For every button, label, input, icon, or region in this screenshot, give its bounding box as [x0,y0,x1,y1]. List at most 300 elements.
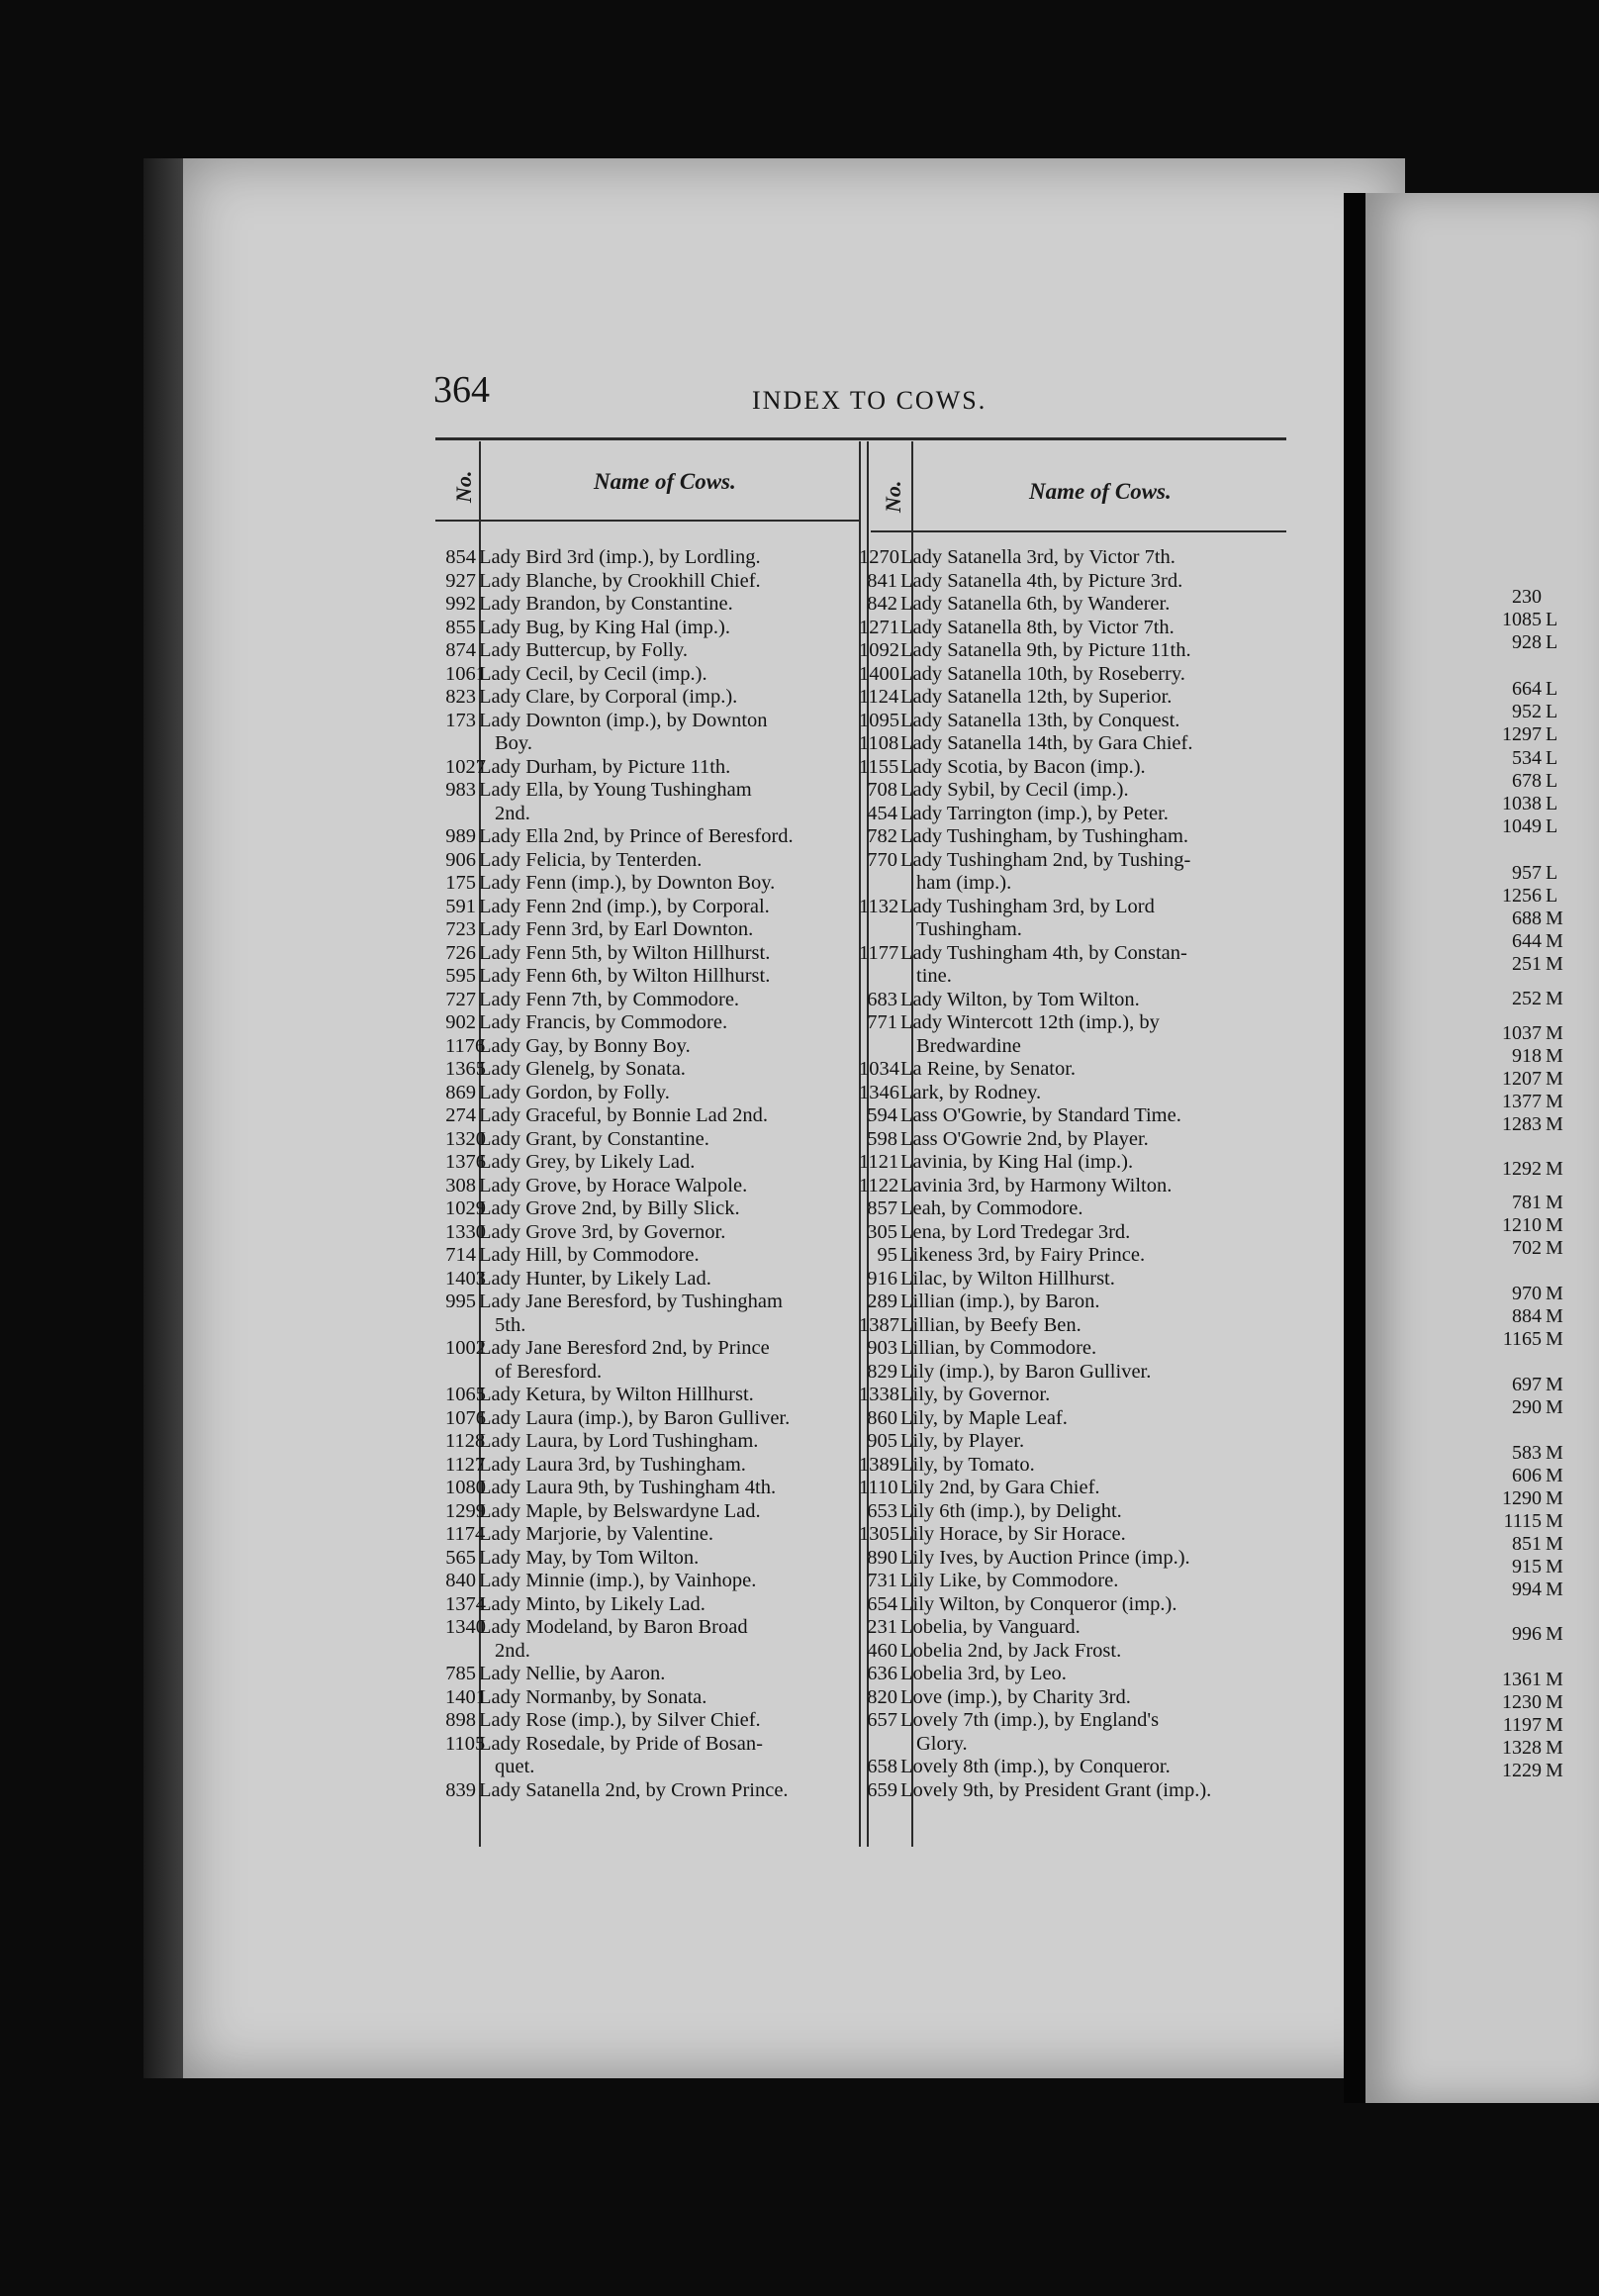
entry-name-fragment: M [1546,1022,1563,1044]
entry-name [479,989,870,1012]
index-entry [445,825,870,849]
entry-name-line: Love (imp.), by Charity 3rd. [900,1685,1131,1708]
index-entry [859,1337,1296,1361]
entry-name-fragment: M [1546,1691,1563,1713]
entry-number: 1115 [1503,1510,1542,1532]
index-entry [445,918,870,942]
entry-name [900,1640,1296,1664]
entry-name-line: Lady Satanella 12th, by Superior. [900,686,1173,708]
entry-name-fragment: M [1546,1374,1563,1395]
entry-number: 992 [445,593,476,615]
index-entry [445,1500,870,1524]
entry-continuation: Boy. [495,732,532,754]
entry-number: 534 [1512,747,1542,769]
entry-name [479,1733,870,1779]
entry-number: 771 [867,1011,897,1033]
entry-name [479,1570,870,1593]
entry-name [900,1175,1296,1198]
right-column [859,546,1296,1802]
entry-name-fragment: M [1546,1442,1563,1464]
entry-name [479,1104,870,1128]
entry-number: 175 [445,872,476,894]
entry-name-line: Lily, by Player. [900,1430,1025,1452]
entry-name-fragment: M [1546,1760,1563,1781]
entry-name-line: Lady Hill, by Commodore. [479,1244,700,1266]
next-page-entry-fragment [1472,885,1557,908]
index-entry [445,1221,870,1245]
index-entry [859,1104,1296,1128]
entry-number: 1127 [445,1453,486,1476]
entry-number: 1132 [859,895,899,917]
entry-name [900,1407,1296,1431]
entry-name-line: Lady Sybil, by Cecil (imp.). [900,779,1129,801]
entry-name-line: Lovely 9th, by President Grant (imp.). [900,1778,1212,1801]
entry-name-line: Lovely 8th (imp.), by Conqueror. [900,1756,1171,1777]
entry-name [479,756,870,780]
next-page-entry-fragment [1472,1045,1563,1068]
entry-name [900,639,1296,663]
entry-name-fragment: L [1546,701,1558,722]
entry-number: 851 [1512,1533,1542,1555]
next-page-entry-fragment [1472,862,1557,885]
entry-name [479,1709,870,1733]
entry-number: 697 [1512,1374,1542,1395]
entry-name-fragment: M [1546,1465,1563,1486]
entry-name-line: La Reine, by Senator. [900,1058,1077,1080]
entry-name-line: Lady Fenn 5th, by Wilton Hillhurst. [479,941,771,964]
index-entry [445,1547,870,1571]
entry-name-line: Lady Rosedale, by Pride of Bosan- [479,1732,763,1755]
entry-name [479,686,870,710]
entry-number: 1403 [445,1267,486,1290]
entry-number: 1374 [445,1592,486,1615]
entry-number: 1387 [859,1313,899,1336]
entry-name-fragment: M [1546,930,1563,952]
index-entry [859,1058,1296,1082]
entry-number: 1076 [445,1406,486,1429]
entry-number: 1108 [859,732,899,754]
index-entry [859,1221,1296,1245]
next-page-entry-fragment [1472,1068,1563,1091]
entry-number: 723 [445,918,476,940]
index-entry [859,639,1296,663]
index-entry [859,825,1296,849]
entry-name [479,849,870,873]
entry-name [479,1151,870,1175]
entry-number: 1027 [445,755,486,778]
next-page-entry-fragment [1472,701,1557,723]
entry-name [479,1082,870,1105]
entry-name-fragment: M [1546,1578,1563,1600]
entry-name-fragment: M [1546,953,1563,975]
entry-name [900,1197,1296,1221]
next-page-entry-fragment [1472,1465,1563,1487]
entry-name-line: Lobelia 3rd, by Leo. [900,1663,1067,1684]
entry-number: 308 [445,1174,476,1196]
entry-number: 657 [867,1709,897,1731]
index-entry [445,1175,870,1198]
entry-continuation: quet. [495,1756,535,1777]
index-entry [445,1616,870,1663]
entry-name [900,1082,1296,1105]
entry-number: 915 [1512,1556,1542,1578]
entry-number: 664 [1512,678,1542,700]
index-entry [859,1384,1296,1407]
entry-name-fragment: M [1546,1113,1563,1135]
index-entry [859,1197,1296,1221]
index-entry [859,1175,1296,1198]
entry-name [479,825,870,849]
entry-name-line: Lily, by Maple Leaf. [900,1406,1068,1429]
entry-name-line: Lady Grey, by Likely Lad. [479,1151,696,1173]
entry-name-line: Lady Felicia, by Tenterden. [479,848,703,871]
entry-name-fragment: M [1546,1487,1563,1509]
entry-name-fragment: L [1546,723,1558,745]
entry-list-left [445,546,870,1802]
entry-number: 860 [867,1406,897,1429]
entry-number: 927 [445,569,476,592]
entry-number: 1092 [859,639,899,661]
entry-name-line: Lady Scotia, by Bacon (imp.). [900,755,1146,778]
index-entry [445,1268,870,1292]
entry-number: 869 [445,1081,476,1103]
entry-number: 1210 [1502,1214,1542,1236]
entry-number: 1034 [859,1058,899,1080]
entry-number: 1122 [859,1174,899,1196]
entry-name-fragment: M [1546,1045,1563,1067]
entry-name [900,942,1296,989]
index-entry [859,849,1296,896]
index-entry [445,1011,870,1035]
entry-name-fragment: L [1546,862,1558,884]
entry-number: 1061 [445,662,486,685]
entry-name [479,663,870,687]
entry-name-line: Lady Glenelg, by Sonata. [479,1058,686,1080]
entry-name-line: Lady Normanby, by Sonata. [479,1685,707,1708]
entry-number: 1128 [445,1430,486,1452]
index-entry [859,1616,1296,1640]
entry-name-line: Lillian, by Commodore. [900,1337,1097,1359]
entry-name-fragment: M [1546,1305,1563,1327]
entry-number: 644 [1512,930,1542,952]
entry-name [479,896,870,919]
entry-name-line: Lady Fenn (imp.), by Downton Boy. [479,872,776,894]
header-no-left: No. [451,470,476,503]
entry-number: 1271 [859,616,899,638]
entry-name [479,617,870,640]
entry-name-line: Lady Durham, by Picture 11th. [479,755,731,778]
entry-number: 957 [1512,862,1542,884]
next-page-entry-fragment [1472,1669,1563,1691]
next-page-entry-fragment [1472,1623,1563,1646]
entry-number: 95 [877,1244,897,1266]
entry-name-line: Lena, by Lord Tredegar 3rd. [900,1220,1131,1243]
entry-number: 839 [445,1778,476,1801]
entry-name-line: Lady Satanella 10th, by Roseberry. [900,662,1185,685]
entry-name-line: Lady Jane Beresford, by Tushingham [479,1291,783,1312]
entry-number: 598 [867,1127,897,1150]
entry-name-line: Lady Laura 9th, by Tushingham 4th. [479,1477,777,1498]
entry-number: 460 [867,1639,897,1662]
entry-number: 683 [867,988,897,1010]
entry-number: 595 [445,965,476,987]
entry-name [900,1244,1296,1268]
entry-name-line: Lavinia, by King Hal (imp.). [900,1151,1134,1173]
next-page-entry-fragment [1472,1374,1563,1396]
entry-name-line: Lily Horace, by Sir Horace. [900,1523,1126,1545]
entry-name-line: Lady Cecil, by Cecil (imp.). [479,662,707,685]
index-entry [859,1500,1296,1524]
entry-name [900,710,1296,733]
entry-number: 823 [445,686,476,708]
index-entry [445,1709,870,1733]
index-entry [445,1151,870,1175]
entry-name [479,1058,870,1082]
index-entry [859,1430,1296,1454]
entry-name [900,825,1296,849]
entry-name-line: Lady Francis, by Commodore. [479,1011,728,1033]
entry-name-fragment: M [1546,1328,1563,1350]
entry-name-fragment: M [1546,1068,1563,1090]
entry-number: 727 [445,988,476,1010]
entry-name-line: Lily 6th (imp.), by Delight. [900,1499,1122,1522]
next-page-entry-fragment [1472,793,1557,815]
entry-name [900,1500,1296,1524]
entry-name [479,1244,870,1268]
entry-name-line: Lily Ives, by Auction Prince (imp.). [900,1546,1190,1569]
entry-name-line: Lady Graceful, by Bonnie Lad 2nd. [479,1104,769,1126]
entry-name [479,1430,870,1454]
entry-name [900,1593,1296,1617]
entry-name-line: Lady Satanella 3rd, by Victor 7th. [900,546,1176,568]
entry-number: 1256 [1502,885,1542,907]
entry-number: 251 [1512,953,1542,975]
index-entry [859,1779,1296,1803]
entry-number: 890 [867,1546,897,1569]
entry-continuation: 2nd. [495,802,530,824]
entry-number: 1002 [445,1337,486,1359]
next-page-entry-fragment [1472,1714,1563,1737]
index-entry [859,779,1296,803]
entry-name-fragment: M [1546,1623,1563,1645]
entry-name [900,1756,1296,1779]
entry-number: 842 [867,593,897,615]
entry-name-line: Lady Satanella 13th, by Conquest. [900,709,1180,731]
next-page-entry-fragment [1472,1237,1563,1260]
index-entry [859,546,1296,570]
entry-number: 1105 [445,1732,486,1755]
entry-name-line: Lady Wintercott 12th (imp.), by [900,1011,1160,1033]
index-entry [445,1779,870,1803]
header-name-right: Name of Cows. [1029,479,1172,504]
entry-name [900,1709,1296,1756]
entry-number: 874 [445,639,476,661]
entry-name [900,593,1296,617]
entry-number: 726 [445,941,476,964]
entry-name [479,1011,870,1035]
entry-name-line: Lobelia 2nd, by Jack Frost. [900,1639,1122,1662]
index-entry [445,1570,870,1593]
header-no-right: No. [881,480,905,513]
entry-number: 678 [1512,770,1542,792]
entry-name-fragment: M [1546,1283,1563,1304]
entry-name-fragment: M [1546,1556,1563,1578]
entry-number: 594 [867,1104,897,1126]
entry-name-line: Lady Jane Beresford 2nd, by Prince [479,1337,770,1359]
entry-name-line: Lady Laura 3rd, by Tushingham. [479,1453,746,1476]
entry-name [479,1686,870,1710]
index-entry [859,1151,1296,1175]
entry-name [479,1035,870,1059]
entry-number: 841 [867,569,897,592]
index-entry [445,896,870,919]
running-head: INDEX TO COWS. [752,386,988,415]
next-page-entry-fragment [1472,747,1557,770]
entry-name-line: Lady Tushingham 4th, by Constan- [900,941,1187,964]
entry-number: 916 [867,1267,897,1290]
index-entry [445,872,870,896]
index-entry [859,1686,1296,1710]
entry-name [479,1779,870,1803]
entry-number: 1292 [1502,1158,1542,1180]
entry-name-fragment: M [1546,1237,1563,1259]
index-entry [859,1407,1296,1431]
index-entry [445,710,870,756]
entry-number: 658 [867,1756,897,1777]
entry-name-line: Lady Bird 3rd (imp.), by Lordling. [479,546,761,568]
entry-name [900,1314,1296,1338]
index-entry [445,965,870,989]
next-page-entry-fragment [1472,1192,1563,1214]
entry-number: 970 [1512,1283,1542,1304]
entry-name [900,686,1296,710]
index-entry [859,570,1296,594]
entry-number: 1121 [859,1151,899,1173]
entry-list-right [859,546,1296,1802]
index-entry [859,1454,1296,1478]
entry-number: 1165 [1502,1328,1542,1350]
index-entry [445,1454,870,1478]
next-page-entry-fragment [1472,1328,1563,1351]
next-page-entry-fragment [1472,1578,1563,1601]
entry-number: 714 [445,1244,476,1266]
entry-number: 702 [1512,1237,1542,1259]
entry-number: 770 [867,848,897,871]
next-page-entry-fragment [1472,930,1563,953]
entry-name [479,1523,870,1547]
entry-name-line: Lady Ella, by Young Tushingham [479,779,752,801]
entry-number: 906 [445,848,476,871]
entry-name-fragment: M [1546,1192,1563,1213]
entry-name-line: Lily 2nd, by Gara Chief. [900,1477,1100,1498]
entry-name [900,779,1296,803]
header-bottom-rule-right [871,530,1286,532]
next-page-entry-fragment [1472,1533,1563,1556]
left-column [445,546,870,1802]
entry-number: 289 [867,1291,897,1312]
entry-number: 173 [445,709,476,731]
entry-name-line: Lady Grant, by Constantine. [479,1127,709,1150]
entry-number: 1080 [445,1477,486,1498]
entry-name-fragment: M [1546,1533,1563,1555]
index-entry [445,1407,870,1431]
index-entry [859,1244,1296,1268]
entry-name-line: Lady Grove 3rd, by Governor. [479,1220,726,1243]
header-bottom-rule-left [435,520,861,522]
entry-name-line: Lady Tushingham, by Tushingham. [900,825,1189,847]
entry-number: 785 [445,1663,476,1684]
entry-name [900,1454,1296,1478]
index-entry [445,942,870,966]
entry-name-line: Lark, by Rodney. [900,1081,1042,1103]
entry-name [900,1221,1296,1245]
entry-name-line: Likeness 3rd, by Fairy Prince. [900,1244,1146,1266]
entry-number: 928 [1512,631,1542,653]
entry-name-line: Lady Tushingham 2nd, by Tushing- [900,848,1191,871]
entry-number: 1305 [859,1523,899,1545]
index-entry [859,1593,1296,1617]
entry-name-line: Lady Modeland, by Baron Broad [479,1616,748,1638]
entry-name [900,1547,1296,1571]
entry-name-line: Lass O'Gowrie, by Standard Time. [900,1104,1181,1126]
entry-number: 903 [867,1337,897,1359]
next-page-entry-fragment [1472,1396,1563,1419]
entry-number: 1376 [445,1151,486,1173]
entry-continuation: of Beresford. [495,1360,603,1383]
next-page-entry-fragment [1472,1158,1563,1181]
next-page-entry-fragment [1472,1487,1563,1510]
entry-name [900,989,1296,1012]
entry-number: 1065 [445,1384,486,1405]
index-entry [445,1337,870,1384]
index-entry [859,1709,1296,1756]
next-page-entry-fragment [1472,1113,1563,1136]
entry-name-line: Lady Laura, by Lord Tushingham. [479,1430,759,1452]
index-entry [859,989,1296,1012]
index-entry [445,1082,870,1105]
next-page-entry-fragment [1472,1737,1563,1760]
index-entry [445,1035,870,1059]
entry-number: 688 [1512,908,1542,929]
index-entry [445,1430,870,1454]
entry-name [479,593,870,617]
entry-name [479,872,870,896]
index-entry [859,617,1296,640]
entry-number: 1330 [445,1220,486,1243]
next-page-entry-fragment [1472,1022,1563,1045]
entry-number: 994 [1512,1578,1542,1600]
entry-name-line: Lady Gordon, by Folly. [479,1081,670,1103]
index-entry [445,663,870,687]
entry-name [479,1616,870,1663]
entry-name-line: Lady Grove 2nd, by Billy Slick. [479,1197,740,1219]
entry-name [479,1384,870,1407]
entry-name [479,710,870,756]
next-page-entry-fragment [1472,1760,1563,1782]
entry-name [900,1477,1296,1500]
entry-number: 983 [445,779,476,801]
entry-name-fragment: L [1546,793,1558,814]
entry-name [900,1779,1296,1803]
entry-name [479,779,870,825]
entry-name [900,1268,1296,1292]
index-entry [445,1663,870,1686]
entry-name [479,1268,870,1292]
index-entry [859,1547,1296,1571]
index-entry [445,1128,870,1152]
index-entry [445,1384,870,1407]
entry-name [479,965,870,989]
